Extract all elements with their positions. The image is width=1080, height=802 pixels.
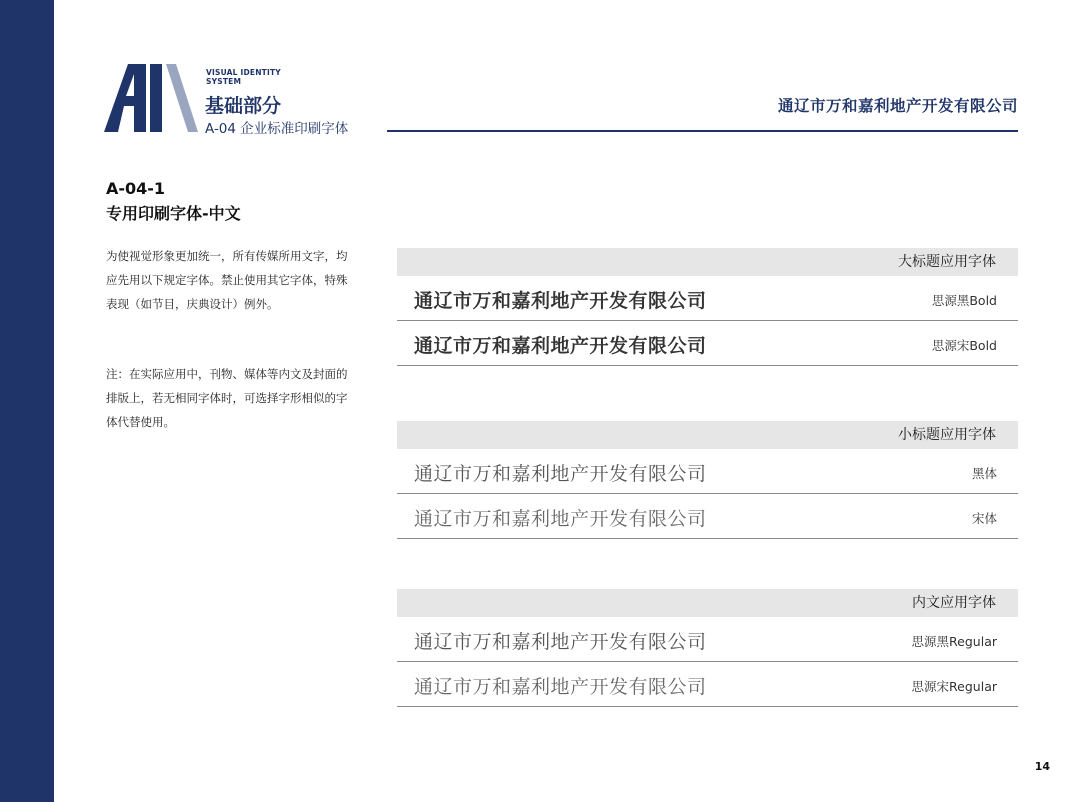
note-paragraph: 注：在实际应用中，刊物、媒体等内文及封面的排版上，若无相同字体时，可选择字形相似的字体代替使用。 [106, 367, 348, 429]
section-code: A-04-1 [106, 179, 166, 198]
font-sample: 通辽市万和嘉利地产开发有限公司 [414, 676, 707, 698]
page-number: 14 [1034, 760, 1050, 773]
font-sample: 通辽市万和嘉利地产开发有限公司 [414, 290, 707, 312]
font-group-subheading [397, 421, 1018, 539]
visual-identity-label: VISUAL IDENTITY SYSTEM [206, 68, 281, 86]
section-title: 基础部分 [205, 95, 282, 117]
font-sample: 通辽市万和嘉利地产开发有限公司 [414, 631, 707, 653]
font-row [397, 276, 1018, 321]
font-name: 思源黑Bold [931, 293, 997, 308]
section-subtitle: A-04 企业标准印刷字体 [205, 121, 349, 137]
side-color-bar [0, 0, 54, 802]
font-row [397, 617, 1018, 662]
font-row [397, 662, 1018, 707]
font-group-body [397, 589, 1018, 707]
font-row [397, 494, 1018, 539]
font-sample: 通辽市万和嘉利地产开发有限公司 [414, 463, 707, 485]
logo-mark [104, 62, 200, 134]
font-sample: 通辽市万和嘉利地产开发有限公司 [414, 508, 707, 530]
company-name: 通辽市万和嘉利地产开发有限公司 [777, 97, 1018, 115]
section-heading: 专用印刷字体-中文 [106, 204, 241, 223]
group-title: 大标题应用字体 [397, 248, 1018, 276]
font-name: 思源黑Regular [911, 634, 997, 649]
font-group-headline [397, 248, 1018, 366]
font-row [397, 449, 1018, 494]
font-row [397, 321, 1018, 366]
font-name: 黑体 [971, 466, 997, 481]
font-sample: 通辽市万和嘉利地产开发有限公司 [414, 335, 707, 357]
font-name: 思源宋Regular [911, 679, 997, 694]
header-divider [387, 130, 1018, 132]
description-paragraph: 为使视觉形象更加统一，所有传媒所用文字，均应先用以下规定字体。禁止使用其它字体，特殊表现（如节目，庆典设计）例外。 [106, 249, 348, 311]
font-name: 思源宋Bold [931, 338, 997, 353]
group-title: 内文应用字体 [397, 589, 1018, 617]
font-name: 宋体 [971, 511, 997, 526]
group-title: 小标题应用字体 [397, 421, 1018, 449]
